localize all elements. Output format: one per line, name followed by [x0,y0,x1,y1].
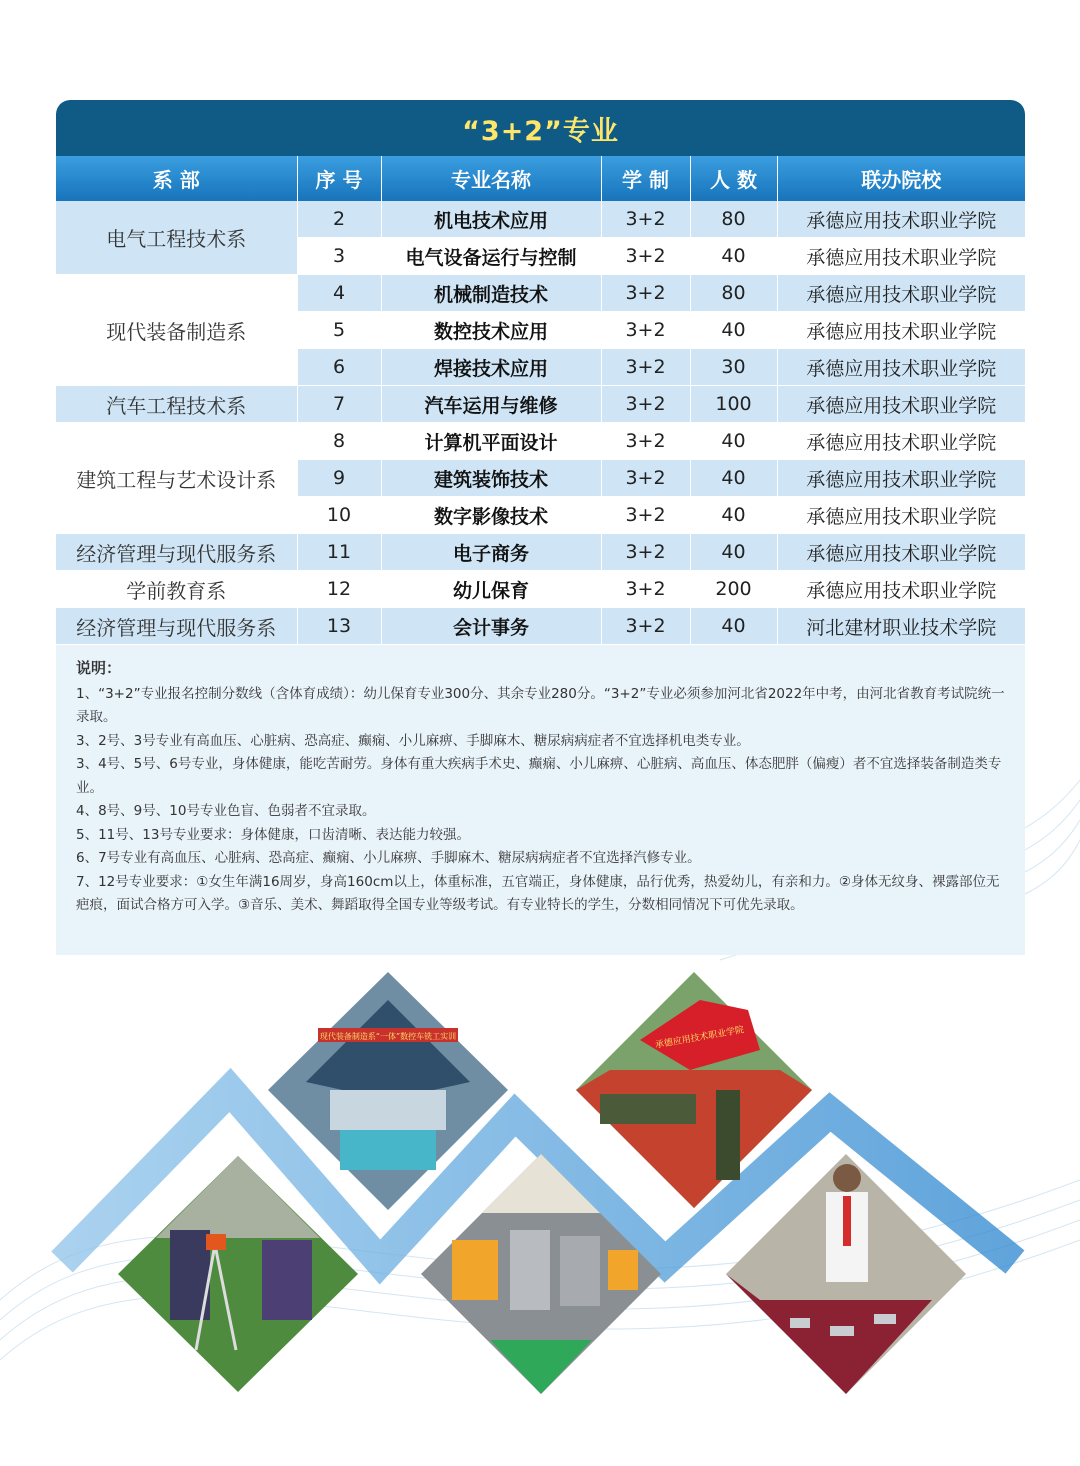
system-cell: 3+2 [601,275,690,312]
college-cell: 承德应用技术职业学院 [777,423,1025,460]
college-cell: 承德应用技术职业学院 [777,497,1025,534]
system-cell: 3+2 [601,571,690,608]
table-row [56,608,1025,645]
system-cell: 3+2 [601,497,690,534]
table-row [56,275,1025,312]
system-cell: 3+2 [601,534,690,571]
major-cell: 机械制造技术 [381,275,601,312]
dept-cell: 学前教育系 [56,571,297,608]
major-cell: 数字影像技术 [381,497,601,534]
table-row [56,534,1025,571]
college-cell: 河北建材职业技术学院 [777,608,1025,645]
college-cell: 承德应用技术职业学院 [777,275,1025,312]
header-major: 专业名称 [381,156,601,201]
note-item: 5、11号、13号专业要求：身体健康，口齿清晰、表达能力较强。 [76,826,470,843]
college-cell: 承德应用技术职业学院 [777,460,1025,497]
system-cell: 3+2 [601,423,690,460]
system-cell: 3+2 [601,608,690,645]
no-cell: 5 [297,312,381,349]
dept-cell: 现代装备制造系 [56,275,297,386]
dept-cell: 经济管理与现代服务系 [56,608,297,645]
note-item: 6、7号专业有高血压、心脏病、恐高症、癫痫、小儿麻痹、手脚麻木、糖尿病病症者不宜选择汽修专业。 [76,850,701,866]
major-cell: 建筑装饰技术 [381,460,601,497]
panel-title: “3+2”专业 [462,115,619,147]
no-cell: 8 [297,423,381,460]
college-cell: 承德应用技术职业学院 [777,238,1025,275]
dept-cell: 汽车工程技术系 [56,386,297,423]
majors-table [56,156,1025,645]
no-cell: 4 [297,275,381,312]
no-cell: 12 [297,571,381,608]
table-header-row [56,156,1025,201]
count-cell: 40 [690,497,777,534]
college-cell: 承德应用技术职业学院 [777,534,1025,571]
dept-cell: 电气工程技术系 [56,201,297,275]
header-dept: 系 部 [56,156,297,201]
college-cell: 承德应用技术职业学院 [777,386,1025,423]
notes-title: 说明： [76,659,122,677]
no-cell: 11 [297,534,381,571]
note-item: 1、“3+2”专业报名控制分数线（含体育成绩）：幼儿保育专业300分、其余专业280分。“3+2”专业必须参加河北省2022年中考，由河北省教育考试院统一录取。 [76,685,1005,725]
count-cell: 40 [690,423,777,460]
major-cell: 幼儿保育 [381,571,601,608]
note-item: 3、2号、3号专业有高血压、心脏病、恐高症、癫痫、小儿麻痹、手脚麻木、糖尿病病症者不宜选择机电类专业。 [76,732,750,749]
major-cell: 计算机平面设计 [381,423,601,460]
system-cell: 3+2 [601,460,690,497]
photo-collage [0,960,1080,1466]
major-cell: 会计事务 [381,608,601,645]
count-cell: 80 [690,201,777,238]
table-row [56,201,1025,238]
major-cell: 电气设备运行与控制 [381,238,601,275]
note-item: 3、4号、5号、6号专业，身体健康，能吃苦耐劳。身体有重大疾病手术史、癫痫、小儿麻痹、心脏病、高血压、体态肥胖（偏瘦）者不宜选择装备制造类专业。 [76,756,1002,796]
no-cell: 2 [297,201,381,238]
no-cell: 3 [297,238,381,275]
system-cell: 3+2 [601,386,690,423]
table-row [56,571,1025,608]
header-system: 学 制 [601,156,690,201]
count-cell: 40 [690,534,777,571]
count-cell: 40 [690,608,777,645]
note-item: 7、12号专业要求：①女生年满16周岁，身高160cm以上，体重标准，五官端正，身体健康，品行优秀，热爱幼儿，有亲和力。②身体无纹身、裸露部位无疤痕，面试合格方可入学。③音乐、美术、舞蹈取得全国专业等级考试。有专业特长的学生，分数相同情况下可优先录取。 [76,873,1000,913]
college-cell: 承德应用技术职业学院 [777,312,1025,349]
majors-panel [56,100,1025,955]
major-cell: 焊接技术应用 [381,349,601,386]
system-cell: 3+2 [601,201,690,238]
major-cell: 数控技术应用 [381,312,601,349]
header-no: 序 号 [297,156,381,201]
count-cell: 100 [690,386,777,423]
header-count: 人 数 [690,156,777,201]
count-cell: 30 [690,349,777,386]
no-cell: 7 [297,386,381,423]
no-cell: 6 [297,349,381,386]
dept-cell: 建筑工程与艺术设计系 [56,423,297,534]
major-cell: 电子商务 [381,534,601,571]
system-cell: 3+2 [601,238,690,275]
table-row [56,386,1025,423]
table-row [56,423,1025,460]
header-college: 联办院校 [777,156,1025,201]
workshop-banner-text: 现代装备制造系“一体”数控车铣工实训 [319,1032,457,1041]
major-cell: 汽车运用与维修 [381,386,601,423]
no-cell: 13 [297,608,381,645]
flag-text: 承德应用技术职业学院 [654,1025,745,1051]
count-cell: 200 [690,571,777,608]
count-cell: 40 [690,460,777,497]
no-cell: 10 [297,497,381,534]
count-cell: 80 [690,275,777,312]
college-cell: 承德应用技术职业学院 [777,201,1025,238]
major-cell: 机电技术应用 [381,201,601,238]
college-cell: 承德应用技术职业学院 [777,349,1025,386]
panel-title-bar [56,100,1025,156]
system-cell: 3+2 [601,349,690,386]
notes-section [56,645,1025,918]
college-cell: 承德应用技术职业学院 [777,571,1025,608]
no-cell: 9 [297,460,381,497]
system-cell: 3+2 [601,312,690,349]
count-cell: 40 [690,312,777,349]
note-item: 4、8号、9号、10号专业色盲、色弱者不宜录取。 [76,803,376,819]
dept-cell: 经济管理与现代服务系 [56,534,297,571]
count-cell: 40 [690,238,777,275]
